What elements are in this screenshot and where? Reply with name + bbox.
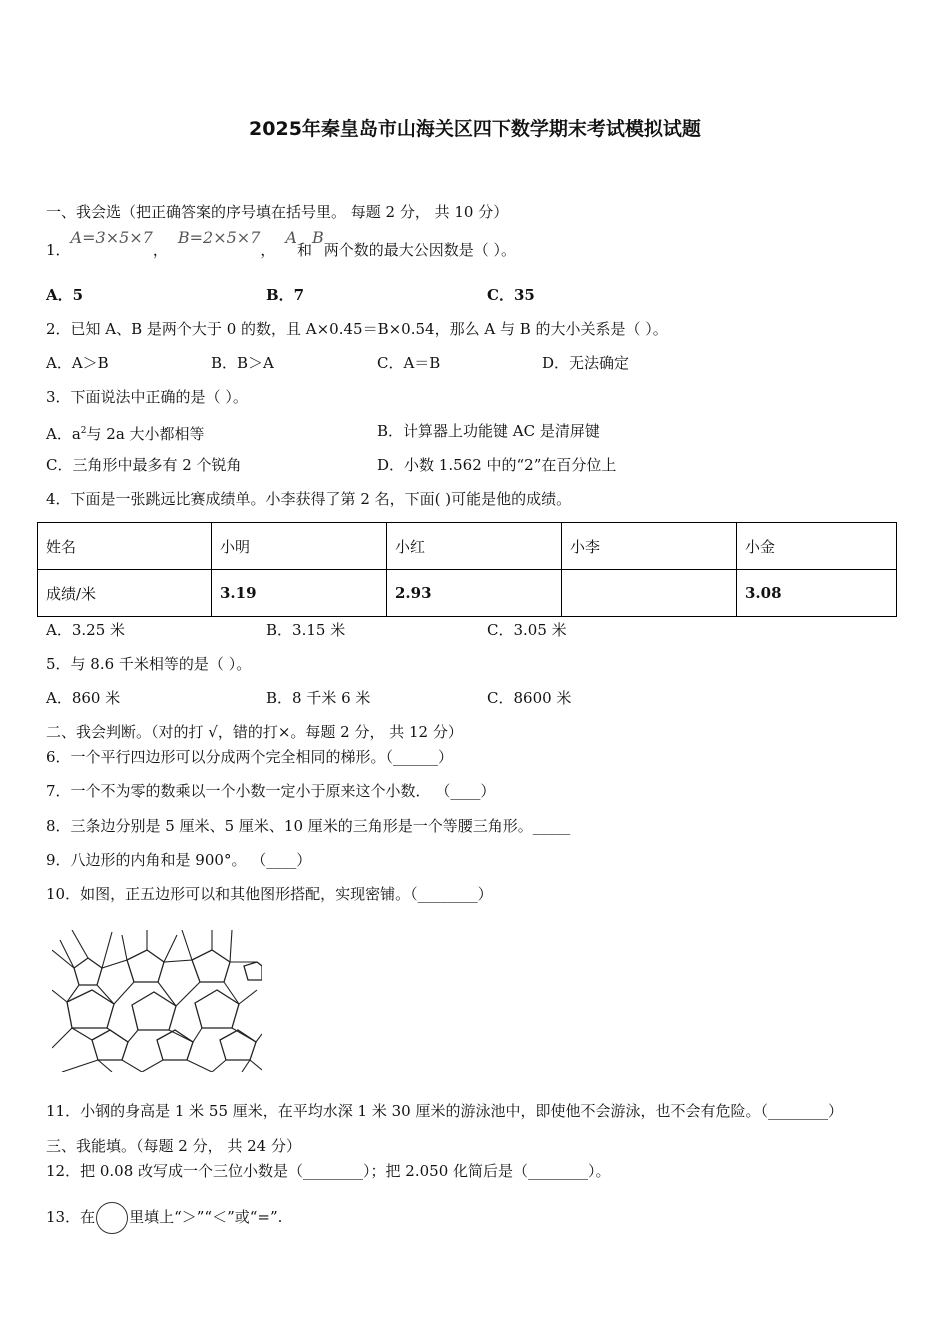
table-cell [562, 570, 737, 617]
table-cell: 小明 [212, 523, 387, 570]
q4-option-a: A．3.25 米 [46, 621, 125, 639]
q1-var-b: B [311, 228, 324, 247]
table-header-row [38, 523, 897, 570]
table-row [38, 570, 897, 617]
q3-option-b: B．计算器上功能键 AC 是清屏键 [377, 422, 600, 440]
q1-expr-b: B=2×5×7 [177, 228, 261, 247]
q5-option-a: A．860 米 [46, 689, 121, 707]
q1-option-a: A．5 [46, 286, 84, 304]
q2-option-a: A．A＞B [46, 354, 109, 372]
table-cell: 姓名 [38, 523, 212, 570]
question-3: 3．下面说法中正确的是（ ）。 [46, 388, 248, 406]
section-3-heading: 三、我能填。（每题 2 分， 共 24 分） [46, 1137, 301, 1155]
q3-option-a [46, 421, 205, 444]
page-title: 2025年秦皇岛市山海关区四下数学期末考试模拟试题 [249, 118, 701, 140]
star-gaps [52, 930, 262, 1072]
comparison-circle-blank [96, 1202, 128, 1234]
table-cell: 小红 [387, 523, 562, 570]
question-10: 10．如图，正五边形可以和其他图形搭配，实现密铺。（________） [46, 885, 493, 903]
q5-option-c: C．8600 米 [487, 689, 572, 707]
q1-number: 1． [46, 241, 71, 259]
pentagon-tessellation-figure [52, 930, 262, 1072]
question-5: 5．与 8.6 千米相等的是（ ）。 [46, 655, 252, 673]
section-2-heading: 二、我会判断。（对的打 √，错的打×。每题 2 分， 共 12 分） [46, 723, 463, 741]
q1-sep: ， [260, 241, 276, 259]
question-8: 8．三条边分别是 5 厘米、5 厘米、10 厘米的三角形是一个等腰三角形。_____ [46, 817, 571, 835]
q1-expr-a: A=3×5×7 [70, 228, 153, 247]
q1-he: 和 [296, 241, 312, 259]
q13-prefix: 13．在 [46, 1208, 96, 1226]
q2-option-c: C．A＝B [377, 354, 441, 372]
question-7: 7．一个不为零的数乘以一个小数一定小于原来这个小数． （____） [46, 782, 496, 800]
q3-option-c: C．三角形中最多有 2 个锐角 [46, 456, 242, 474]
q3-option-a-pre: A．a [46, 425, 81, 443]
section-1-heading: 一、我会选（把正确答案的序号填在括号里。 每题 2 分， 共 10 分） [46, 203, 509, 221]
question-13 [46, 1200, 282, 1234]
q3-option-a-sup: 2 [80, 426, 87, 436]
q4-option-c: C．3.05 米 [487, 621, 567, 639]
table-cell: 成绩/米 [38, 570, 212, 617]
q2-option-b: B．B＞A [211, 354, 274, 372]
q3-option-a-post: 与 2a 大小都相等 [86, 425, 205, 443]
table-cell: 小李 [562, 523, 737, 570]
q1-option-b: B．7 [266, 286, 305, 304]
question-1 [46, 228, 517, 260]
table-cell: 2.93 [387, 570, 562, 617]
question-4: 4．下面是一张跳远比赛成绩单。小李获得了第 2 名，下面( )可能是他的成绩。 [46, 490, 572, 508]
table-cell: 3.19 [212, 570, 387, 617]
table-cell: 3.08 [737, 570, 897, 617]
question-9: 9．八边形的内角和是 900°。 （____） [46, 851, 312, 869]
q1-rest: 两个数的最大公因数是（ ）。 [323, 241, 517, 259]
q13-suffix: 里填上“＞”“＜”或“=”. [129, 1208, 283, 1226]
q5-option-b: B．8 千米 6 米 [266, 689, 371, 707]
score-table [37, 522, 897, 617]
question-12: 12．把 0.08 改写成一个三位小数是（________）；把 2.050 化简后是（________）。 [46, 1162, 611, 1180]
q2-option-d: D．无法确定 [542, 354, 630, 372]
question-6: 6．一个平行四边形可以分成两个完全相同的梯形。（______） [46, 748, 454, 766]
q1-option-c: C．35 [487, 286, 535, 304]
question-11: 11．小钢的身高是 1 米 55 厘米，在平均水深 1 米 30 厘米的游泳池中，即使他不会游泳，也不会有危险。（________） [46, 1102, 843, 1120]
q1-sep: ， [152, 241, 168, 259]
question-2: 2．已知 A、B 是两个大于 0 的数，且 A×0.45＝B×0.54，那么 A 与 B 的大小关系是（ ）。 [46, 320, 668, 338]
q1-var-a: A [285, 228, 297, 247]
q4-option-b: B．3.15 米 [266, 621, 346, 639]
q3-option-d: D．小数 1.562 中的“2”在百分位上 [377, 456, 617, 474]
pentagons-row-2 [67, 990, 239, 1030]
table-cell: 小金 [737, 523, 897, 570]
